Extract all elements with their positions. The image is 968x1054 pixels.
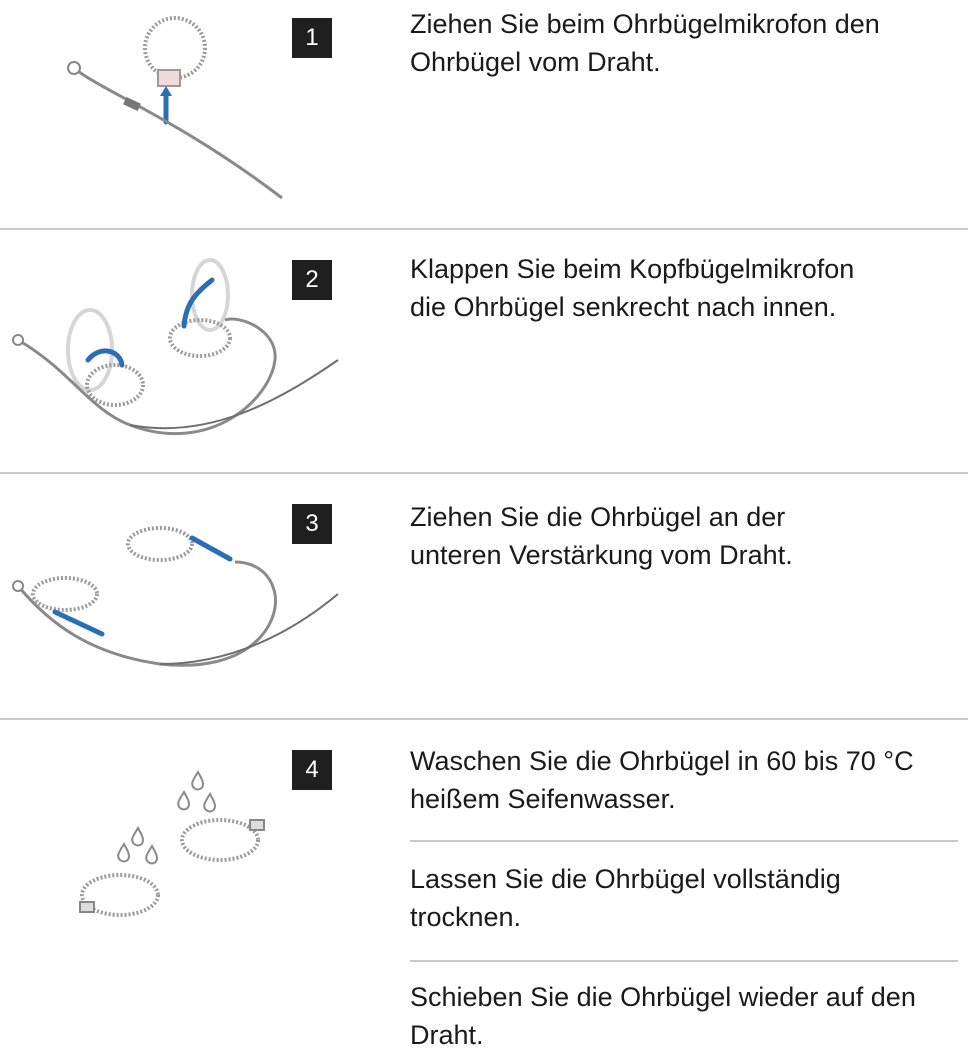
earhook-remove-icon [60,10,290,210]
step-number: 1 [292,18,332,58]
step-4 [0,720,968,1051]
step-number: 4 [292,750,332,790]
earhooks-pull-icon [10,514,340,674]
sub-divider [410,960,958,962]
step-number: 3 [292,504,332,544]
step-text: Waschen Sie die Ohrbügel in 60 bis 70 °C heißem Seifenwasser. [410,746,914,814]
step-number: 2 [292,260,332,300]
step-3 [0,474,968,718]
step-text: Lassen Sie die Ohrbügel vollständig trocknen. [410,864,841,932]
step-text: Ziehen Sie beim Ohrbügelmikrofon den Ohrbügel vom Draht. [410,9,880,77]
headband-fold-icon [10,250,340,450]
step-text: Ziehen Sie die Ohrbügel an der unteren Verstärkung vom Draht. [410,502,793,570]
sub-divider [410,840,958,842]
earhooks-wash-icon [70,760,290,940]
step-text: Schieben Sie die Ohrbügel wieder auf den Draht. [410,982,916,1050]
step-text: Klappen Sie beim Kopfbügelmikrofon die Ohrbügel senkrecht nach innen. [410,254,855,322]
step-1 [0,0,968,228]
step-2 [0,230,968,472]
